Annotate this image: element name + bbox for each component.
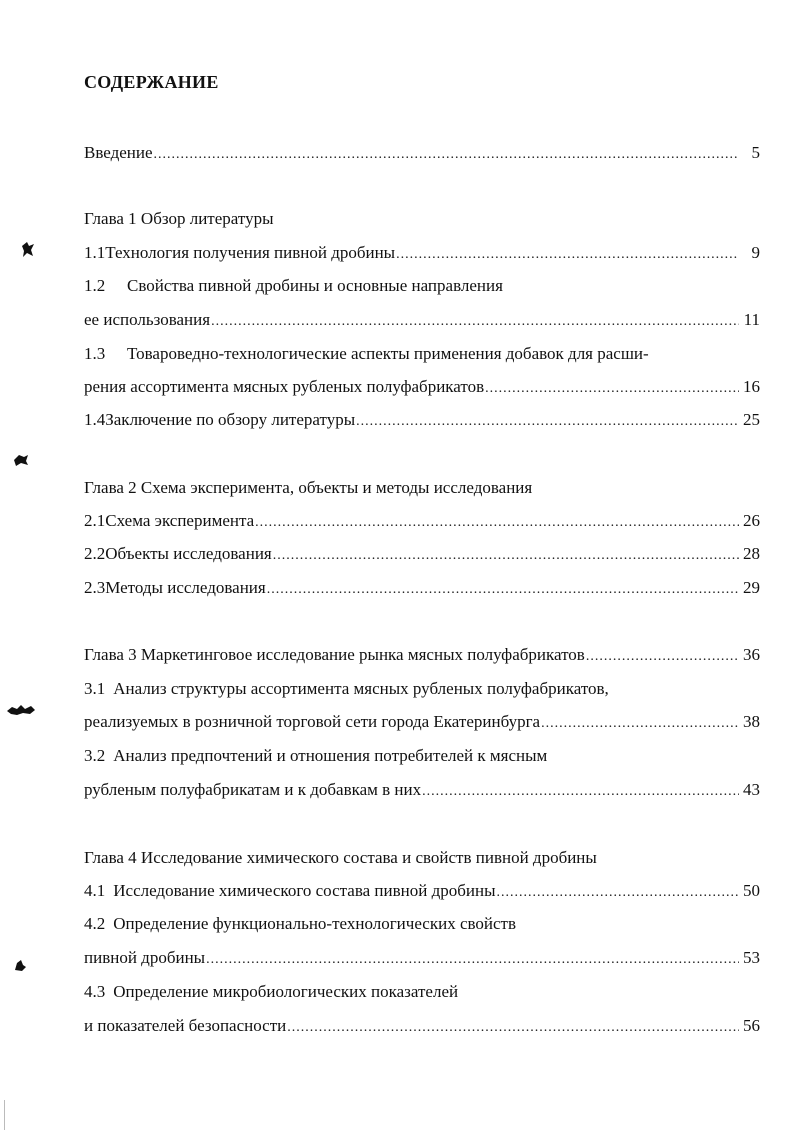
toc-page-number: 28 (743, 544, 760, 563)
dot-leader (154, 143, 739, 167)
section-number: 4.1 (84, 881, 106, 900)
toc-entry-1-3-line1 (84, 342, 760, 366)
toc-entry-1-2-line2 (84, 308, 760, 332)
dot-leader (497, 881, 739, 905)
toc-entry-text: Исследование химического состава пивной дробины (113, 881, 496, 900)
toc-entry-text: Товароведно-технологические аспекты применения добавок для расши- (127, 344, 649, 363)
toc-page-number: 9 (751, 243, 760, 262)
chapter-heading-4: Глава 4 Исследование химического состава и свойств пивной дробины (84, 848, 597, 867)
dot-leader (396, 243, 739, 267)
dot-leader (586, 645, 739, 669)
toc-page-number: 11 (743, 310, 760, 329)
toc-entry-3-2-line1 (84, 744, 760, 768)
toc-page-number: 26 (743, 511, 760, 530)
toc-page-number: 43 (743, 780, 760, 799)
toc-entry-text: Анализ предпочтений и отношения потребителей к мясным (113, 746, 548, 765)
section-number: 2.2 (84, 544, 106, 563)
toc-entry-3-2-line2 (84, 778, 760, 802)
scan-speck (12, 452, 30, 468)
toc-entry-3-1-line1 (84, 677, 760, 701)
toc-entry-text: Свойства пивной дробины и основные направления (127, 276, 503, 295)
page-title: СОДЕРЖАНИЕ (84, 72, 219, 92)
toc-entry-text: Определение функционально-технологических свойств (113, 914, 516, 933)
chapter-heading-text: Глава 3 Маркетинговое исследование рынка мясных полуфабрикатов (84, 645, 585, 664)
dot-leader (273, 544, 739, 568)
toc-entry-text: рубленым полуфабрикатам и к добавкам в них (84, 780, 422, 799)
section-number: 3.1 (84, 679, 106, 698)
dot-leader (206, 948, 739, 972)
toc-page-number: 16 (743, 377, 760, 396)
toc-entry-intro (84, 141, 760, 165)
toc-entry-1-2-line1 (84, 274, 760, 298)
chapter-heading-3 (84, 643, 760, 667)
toc-entry-text: рения ассортимента мясных рубленых полуфабрикатов (84, 377, 485, 396)
toc-entry-4-1 (84, 879, 760, 903)
toc-entry-1-4 (84, 408, 760, 432)
dot-leader (541, 712, 739, 736)
toc-page-number: 38 (743, 712, 760, 731)
scan-speck (6, 702, 36, 718)
section-number: 1.2 (84, 276, 106, 295)
toc-entry-1-3-line2 (84, 375, 760, 399)
toc-entry-4-3-line1 (84, 980, 760, 1004)
dot-leader (255, 511, 739, 535)
toc-entry-text: Технология получения пивной дробины (105, 243, 396, 262)
scan-speck (12, 958, 28, 974)
dot-leader (422, 780, 739, 804)
toc-page-number: 25 (743, 410, 760, 429)
toc-entry-text: реализуемых в розничной торговой сети города Екатеринбурга (84, 712, 541, 731)
toc-entry-text: Анализ структуры ассортимента мясных рубленых полуфабрикатов, (113, 679, 609, 698)
section-number: 4.2 (84, 914, 106, 933)
scan-speck (4, 1100, 5, 1130)
toc-entry-text: Заключение по обзору литературы (105, 410, 356, 429)
dot-leader (211, 310, 739, 334)
toc-page-number: 36 (743, 645, 760, 664)
dot-leader (267, 578, 739, 602)
toc-entry-text: ее использования (84, 310, 211, 329)
toc-page-number: 56 (743, 1016, 760, 1035)
toc-entry-text: Схема эксперимента (105, 511, 255, 530)
scan-speck (18, 240, 38, 260)
section-number: 1.3 (84, 344, 106, 363)
toc-entry-2-2 (84, 542, 760, 566)
toc-entry-text: Введение (84, 143, 153, 162)
toc-entry-4-2-line2 (84, 946, 760, 970)
section-number: 1.1 (84, 243, 106, 262)
toc-entry-1-1 (84, 241, 760, 265)
toc-entry-text: Определение микробиологических показателей (113, 982, 459, 1001)
section-number: 3.2 (84, 746, 106, 765)
toc-page-number: 29 (743, 578, 760, 597)
toc-page-number: 5 (751, 143, 760, 162)
dot-leader (485, 377, 739, 401)
section-number: 2.1 (84, 511, 106, 530)
toc-entry-text: и показателей безопасности (84, 1016, 287, 1035)
section-number: 1.4 (84, 410, 106, 429)
section-number: 4.3 (84, 982, 106, 1001)
toc-entry-text: Методы исследования (105, 578, 266, 597)
dot-leader (287, 1016, 739, 1040)
toc-entry-2-1 (84, 509, 760, 533)
toc-entry-text: Объекты исследования (105, 544, 272, 563)
toc-entry-4-3-line2 (84, 1014, 760, 1038)
chapter-heading-2: Глава 2 Схема эксперимента, объекты и методы исследования (84, 478, 533, 497)
toc-page-number: 53 (743, 948, 760, 967)
toc-entry-2-3 (84, 576, 760, 600)
toc-page-number: 50 (743, 881, 760, 900)
chapter-heading-1: Глава 1 Обзор литературы (84, 209, 274, 228)
section-number: 2.3 (84, 578, 106, 597)
toc-entry-text: пивной дробины (84, 948, 206, 967)
dot-leader (356, 410, 739, 434)
toc-entry-3-1-line2 (84, 710, 760, 734)
toc-entry-4-2-line1 (84, 912, 760, 936)
